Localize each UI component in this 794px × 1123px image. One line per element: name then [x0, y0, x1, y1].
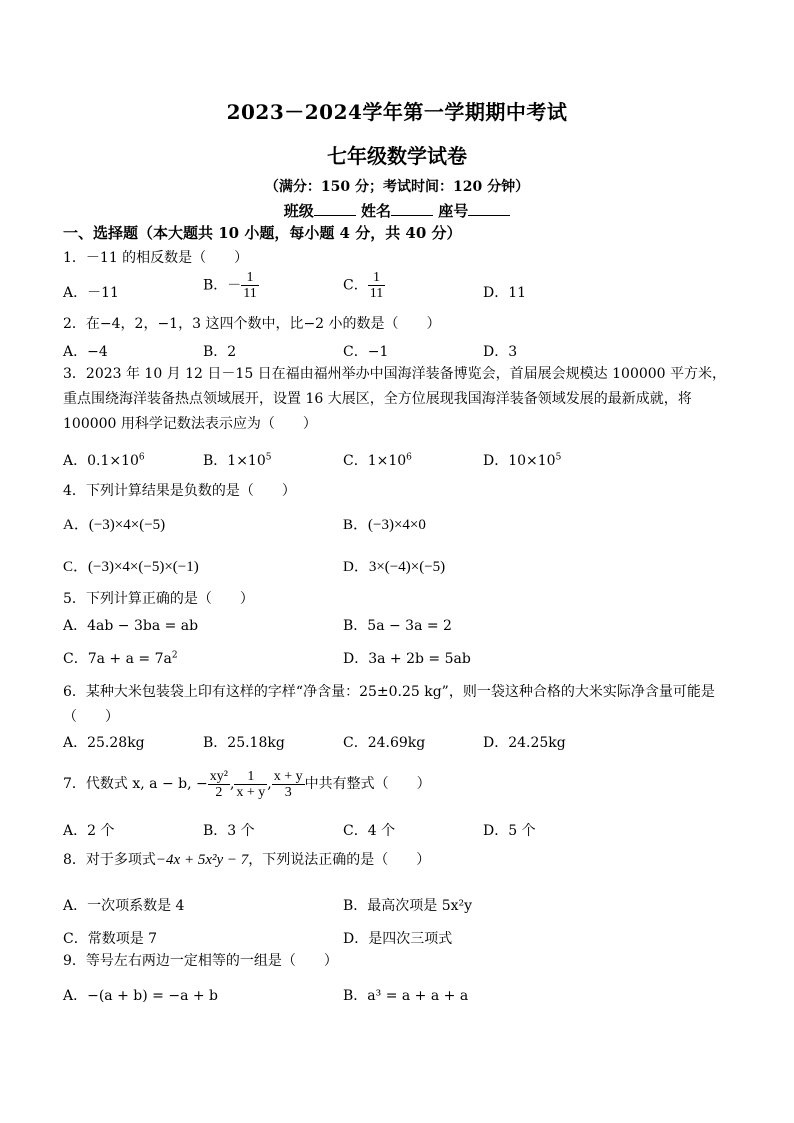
q7-fraction-3	[272, 769, 305, 800]
exam-subtitle: 七年级数学试卷	[327, 144, 467, 168]
q6-option-b: B．25.18kg	[203, 735, 285, 751]
q4-option-d: D．3×(−4)×(−5)	[343, 559, 446, 575]
q9-option-b: B．a³ = a + a + a	[343, 988, 469, 1004]
q3-option-d	[483, 450, 561, 470]
q7-option-b: B．3 个	[203, 823, 255, 839]
q2-option-c: C．−1	[343, 344, 389, 360]
q8-option-a: A．一次项系数是 4	[63, 898, 185, 914]
q6-option-d: D．24.25kg	[483, 735, 566, 751]
q3-c-exp: 6	[406, 452, 412, 463]
q8-option-b: B．最高次项是 5x²y	[343, 898, 473, 914]
q7-stem: 7．代数式 x, a − b, − $\frac{\text{xy²}}{2}$ , $\frac{1}{x + y}$ , $\frac{x + y}{3}$ 中共有整式（ ）	[63, 768, 431, 800]
q5-option-d: D．3a + 2b = 5ab	[343, 651, 471, 667]
q3-option-b	[203, 450, 271, 470]
q3-option-c	[343, 450, 412, 470]
q7-f2-num: 1	[247, 768, 255, 784]
q5-c-text: C．7a + a = 7a	[63, 651, 172, 667]
student-info-line	[0, 200, 794, 221]
q7-f1-den: 2	[208, 784, 230, 800]
q1-c-den: 11	[369, 286, 384, 301]
q6-option-c: C．24.69kg	[343, 735, 426, 751]
class-label: 班级	[283, 202, 314, 220]
q7-f3-den: 3	[272, 784, 305, 800]
q7-option-a: A．2 个	[63, 823, 115, 839]
q9-option-a: A．−(a + b) = −a + b	[63, 988, 219, 1004]
q7-stem-pre: 7．代数式 x, a − b, −	[63, 776, 208, 792]
q1-option-d: D．11	[483, 285, 527, 301]
q1-stem: 1．－11 的相反数是（ ）	[63, 250, 249, 266]
q2-option-a: A．−4	[63, 344, 108, 360]
q2-option-d: D．3	[483, 344, 518, 360]
q8-option-c: C．常数项是 7	[63, 931, 158, 947]
q1-b-den: 11	[243, 286, 257, 301]
q1-c-prefix: C．	[343, 277, 368, 294]
q1-option-b	[203, 270, 259, 301]
q8-option-d: D．是四次三项式	[343, 931, 453, 947]
q7-stem-post: 中共有整式（ ）	[304, 776, 431, 792]
q8-polynomial: −4x + 5x²y − 7	[155, 852, 249, 868]
q3-b-exp: 5	[265, 452, 272, 463]
q3-b-text: B．1×10	[203, 453, 266, 469]
q1-c-num: 1	[372, 270, 380, 285]
q3-a-exp: 6	[138, 452, 145, 463]
q7-fraction-1	[208, 769, 230, 800]
q9-stem: 9．等号左右两边一定相等的一组是（ ）	[63, 953, 338, 969]
exam-title: 2023－2024学年第一学期期中考试	[226, 100, 568, 124]
q5-c-exp: 2	[171, 650, 178, 661]
name-blank	[391, 201, 433, 216]
q3-c-text: C．1×10	[343, 453, 407, 469]
exam-info: （满分：150 分；考试时间：120 分钟）	[264, 179, 530, 195]
section-heading: 一、选择题（本大题共 10 小题，每小题 4 分，共 40 分）	[63, 224, 462, 242]
q1-c-fraction	[368, 270, 385, 301]
q6-stem: 6．某种大米包装袋上印有这样的字样“净含量：25±0.25 kg”，则一袋这种合格的大米实际净含量可能是（ ）	[63, 684, 715, 725]
q4-option-a: A．(−3)×4×(−5)	[63, 517, 166, 533]
class-blank	[314, 201, 356, 216]
q2-option-b: B．2	[203, 344, 237, 360]
q7-option-d: D．5 个	[483, 823, 536, 839]
q3-stem: 3．2023 年 10 月 12 日－15 日在福由福州举办中国海洋装备博览会，首届展会规模达 100000 平方米，重点围绕海洋装备热点领域展开，设置 16 大展区，全方位展现我国海洋装备领域发展的最新成就，将 100000 用科学记数法表示应为（ ）	[63, 366, 727, 432]
q7-option-c: C．4 个	[343, 823, 396, 839]
q4-option-c: C．(−3)×4×(−5)×(−1)	[63, 559, 199, 575]
q1-option-c	[343, 270, 385, 301]
q3-option-a	[63, 450, 145, 470]
q3-d-exp: 5	[555, 452, 562, 463]
q8-stem-post: ，下列说法正确的是（ ）	[248, 852, 431, 868]
q1-b-prefix: B．－	[203, 277, 242, 294]
q5-option-c	[63, 648, 178, 668]
q1-option-a: A．－11	[63, 285, 119, 301]
q1-b-num: 1	[246, 270, 254, 285]
seat-blank	[468, 201, 510, 216]
q1-b-fraction	[241, 270, 258, 301]
q5-option-a: A．4ab − 3ba = ab	[63, 618, 199, 634]
q8-stem-pre: 8．对于多项式	[63, 852, 156, 868]
q7-f3-num: x + y	[273, 768, 303, 784]
q8-stem	[63, 851, 430, 869]
q3-a-text: A．0.1×10	[63, 453, 139, 469]
q7-fraction-2	[234, 769, 267, 800]
q7-f2-den: x + y	[236, 784, 266, 800]
q6-option-a: A．25.28kg	[63, 735, 145, 751]
q4-stem: 4．下列计算结果是负数的是（ ）	[63, 483, 296, 499]
q3-d-text: D．10×10	[483, 453, 556, 469]
name-label: 姓名	[360, 202, 391, 220]
q5-option-b: B．5a − 3a = 2	[343, 618, 452, 634]
seat-label: 座号	[438, 202, 469, 220]
q5-stem: 5．下列计算正确的是（ ）	[63, 591, 254, 607]
q7-f1-num: xy²	[209, 768, 228, 784]
q4-option-b: B．(−3)×4×0	[343, 517, 426, 533]
q2-stem: 2．在−4，2，−1，3 这四个数中，比−2 小的数是（ ）	[63, 316, 441, 332]
